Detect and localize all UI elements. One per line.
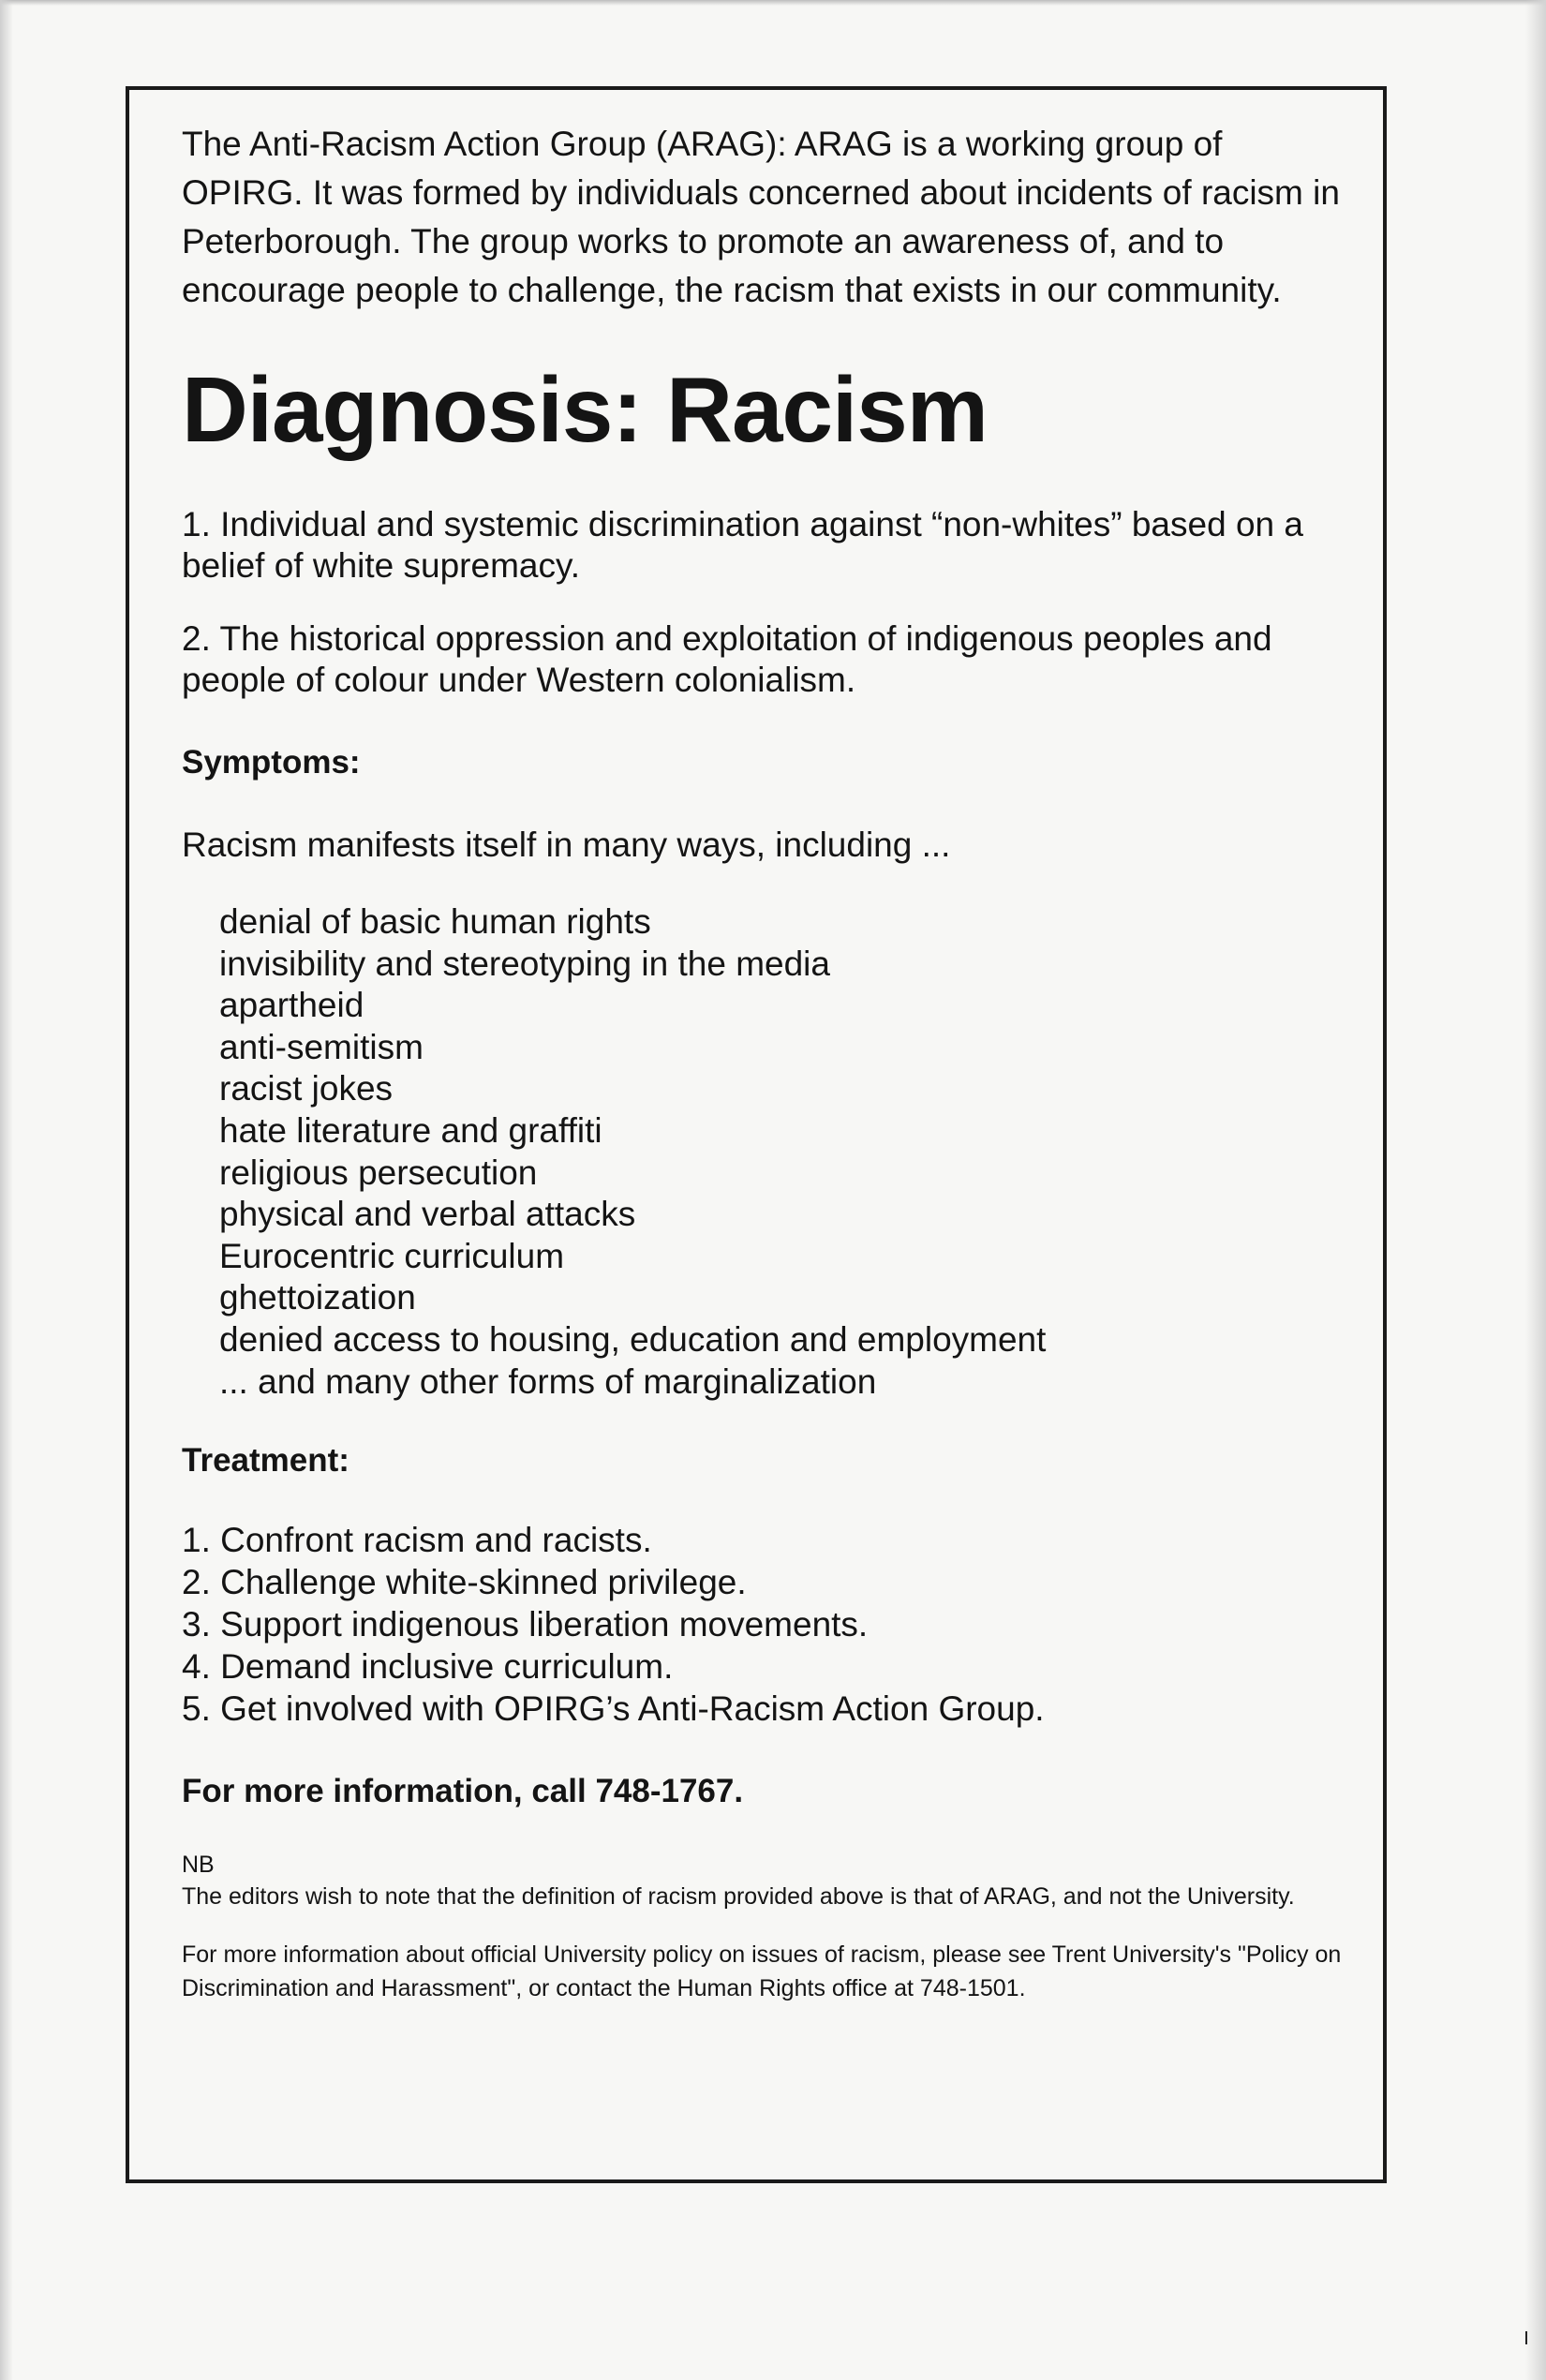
list-item: hate literature and graffiti <box>219 1110 602 1150</box>
list-item: racist jokes <box>219 1069 394 1108</box>
definition-1: 1. Individual and systemic discrimination against “non-whites” based on a belief of white supremacy. <box>182 505 1303 585</box>
page-left-edge <box>0 0 13 2380</box>
contact-info: For more information, call 748-1767. <box>182 1773 744 1810</box>
list-item: physical and verbal attacks <box>219 1195 636 1234</box>
policy-note: For more information about official University policy on issues of racism, please see Trent University's "Policy on Discrimination and Harassment", or contact the Human Rights office at 748-1501. <box>182 1941 1342 2002</box>
definition-2: 2. The historical oppression and exploitation of indigenous peoples and people of colour under Western colonialism. <box>182 619 1272 699</box>
list-item: denial of basic human rights <box>219 902 651 941</box>
bordered-notice <box>126 86 1387 2183</box>
page-top-edge <box>0 0 1546 6</box>
symptoms-list <box>219 901 1353 1403</box>
treatment-heading: Treatment: <box>182 1442 349 1480</box>
list-item: denied access to housing, education and employment <box>219 1319 1047 1359</box>
list-item: ... and many other forms of marginalization <box>219 1361 877 1401</box>
symptoms-heading: Symptoms: <box>182 744 361 781</box>
intro-paragraph: The Anti-Racism Action Group (ARAG): ARAG is a working group of OPIRG. It was formed by individuals concerned about incidents of racism in Peterborough. The group works to promote an awareness of, and to encourage people to challenge, the racism that exists in our community. <box>182 125 1340 309</box>
list-item: apartheid <box>219 986 364 1025</box>
list-item: Eurocentric curriculum <box>219 1236 565 1275</box>
list-item: invisibility and stereotyping in the media <box>219 944 830 983</box>
note-spacer <box>182 1913 1353 1938</box>
editor-note: The editors wish to note that the definition of racism provided above is that of ARAG, and not the University. <box>182 1883 1295 1911</box>
notice-content <box>182 120 1353 2005</box>
page-mark <box>1525 2331 1527 2344</box>
list-item: 3. Support indigenous liberation movements. <box>182 1605 869 1644</box>
nb-label: NB <box>182 1852 215 1879</box>
list-item: religious persecution <box>219 1153 538 1192</box>
treatment-list <box>182 1519 1353 1730</box>
page-title: Diagnosis: Racism <box>182 358 988 461</box>
symptoms-lead: Racism manifests itself in many ways, including ... <box>182 826 951 864</box>
page-right-edge <box>1525 0 1546 2380</box>
list-item: 1. Confront racism and racists. <box>182 1521 652 1560</box>
list-item: ghettoization <box>219 1278 416 1317</box>
list-item: 5. Get involved with OPIRG’s Anti-Racism Action Group. <box>182 1689 1045 1729</box>
list-item: anti-semitism <box>219 1027 424 1066</box>
list-item: 4. Demand inclusive curriculum. <box>182 1647 674 1687</box>
list-item: 2. Challenge white-skinned privilege. <box>182 1563 747 1602</box>
